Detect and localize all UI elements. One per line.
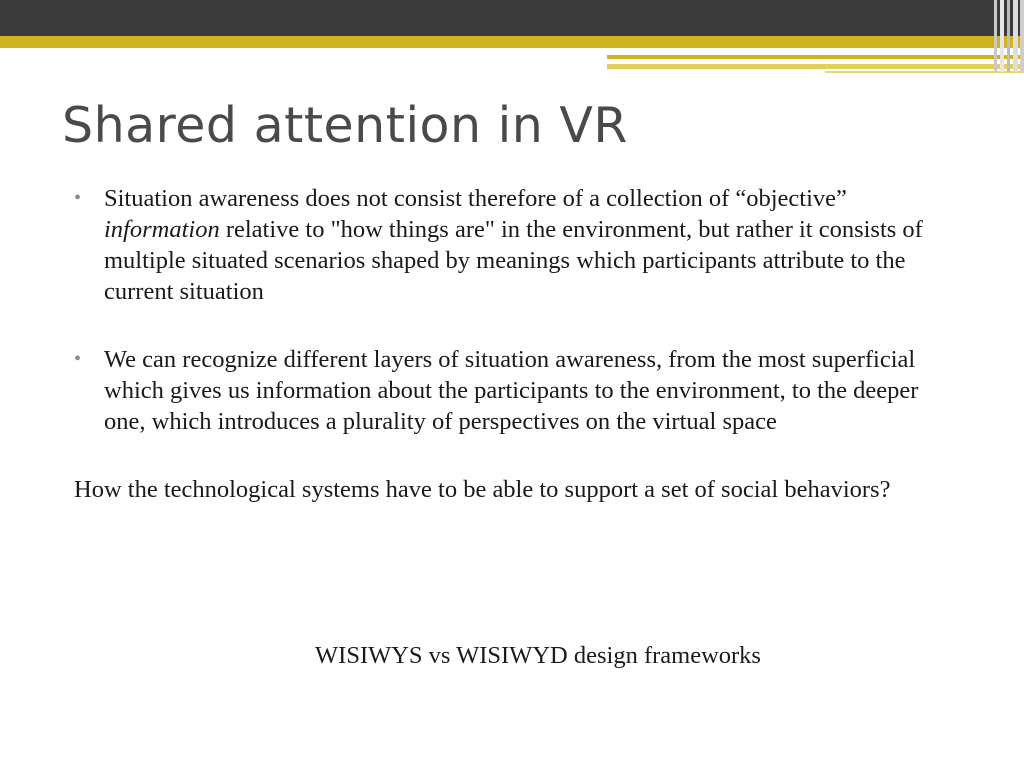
bullet-text: Situation awareness does not consist therefore of a collection of “objective”	[104, 185, 847, 212]
bullet-text: relative to "how things are" in the environment, but rather it consists of multiple situated scenarios shaped by meanings which participants attribute to the current situation	[104, 216, 923, 305]
bullet-item	[74, 183, 954, 307]
slide-title: Shared attention in VR	[62, 97, 628, 154]
question-text: How the technological systems have to be able to support a set of social behaviors?	[74, 476, 891, 503]
bullet-icon: •	[74, 348, 82, 370]
bullet-text: We can recognize different layers of situation awareness, from the most superficial which gives us information about the participants to the environment, to the deeper one, which introduces a plurality of perspectives on the virtual space	[104, 346, 919, 435]
bullet-icon: •	[74, 187, 82, 209]
bullet-item	[74, 344, 954, 437]
header-gold-line	[607, 64, 1024, 69]
bullet-emphasis: information	[104, 216, 220, 243]
frameworks-line: WISIWYS vs WISIWYD design frameworks	[315, 642, 761, 669]
slide-body	[74, 183, 954, 505]
header-gold-band	[0, 36, 1024, 48]
header-gold-line	[607, 55, 1024, 59]
header-stripes	[994, 0, 1024, 72]
header-dark-band	[0, 0, 1024, 36]
